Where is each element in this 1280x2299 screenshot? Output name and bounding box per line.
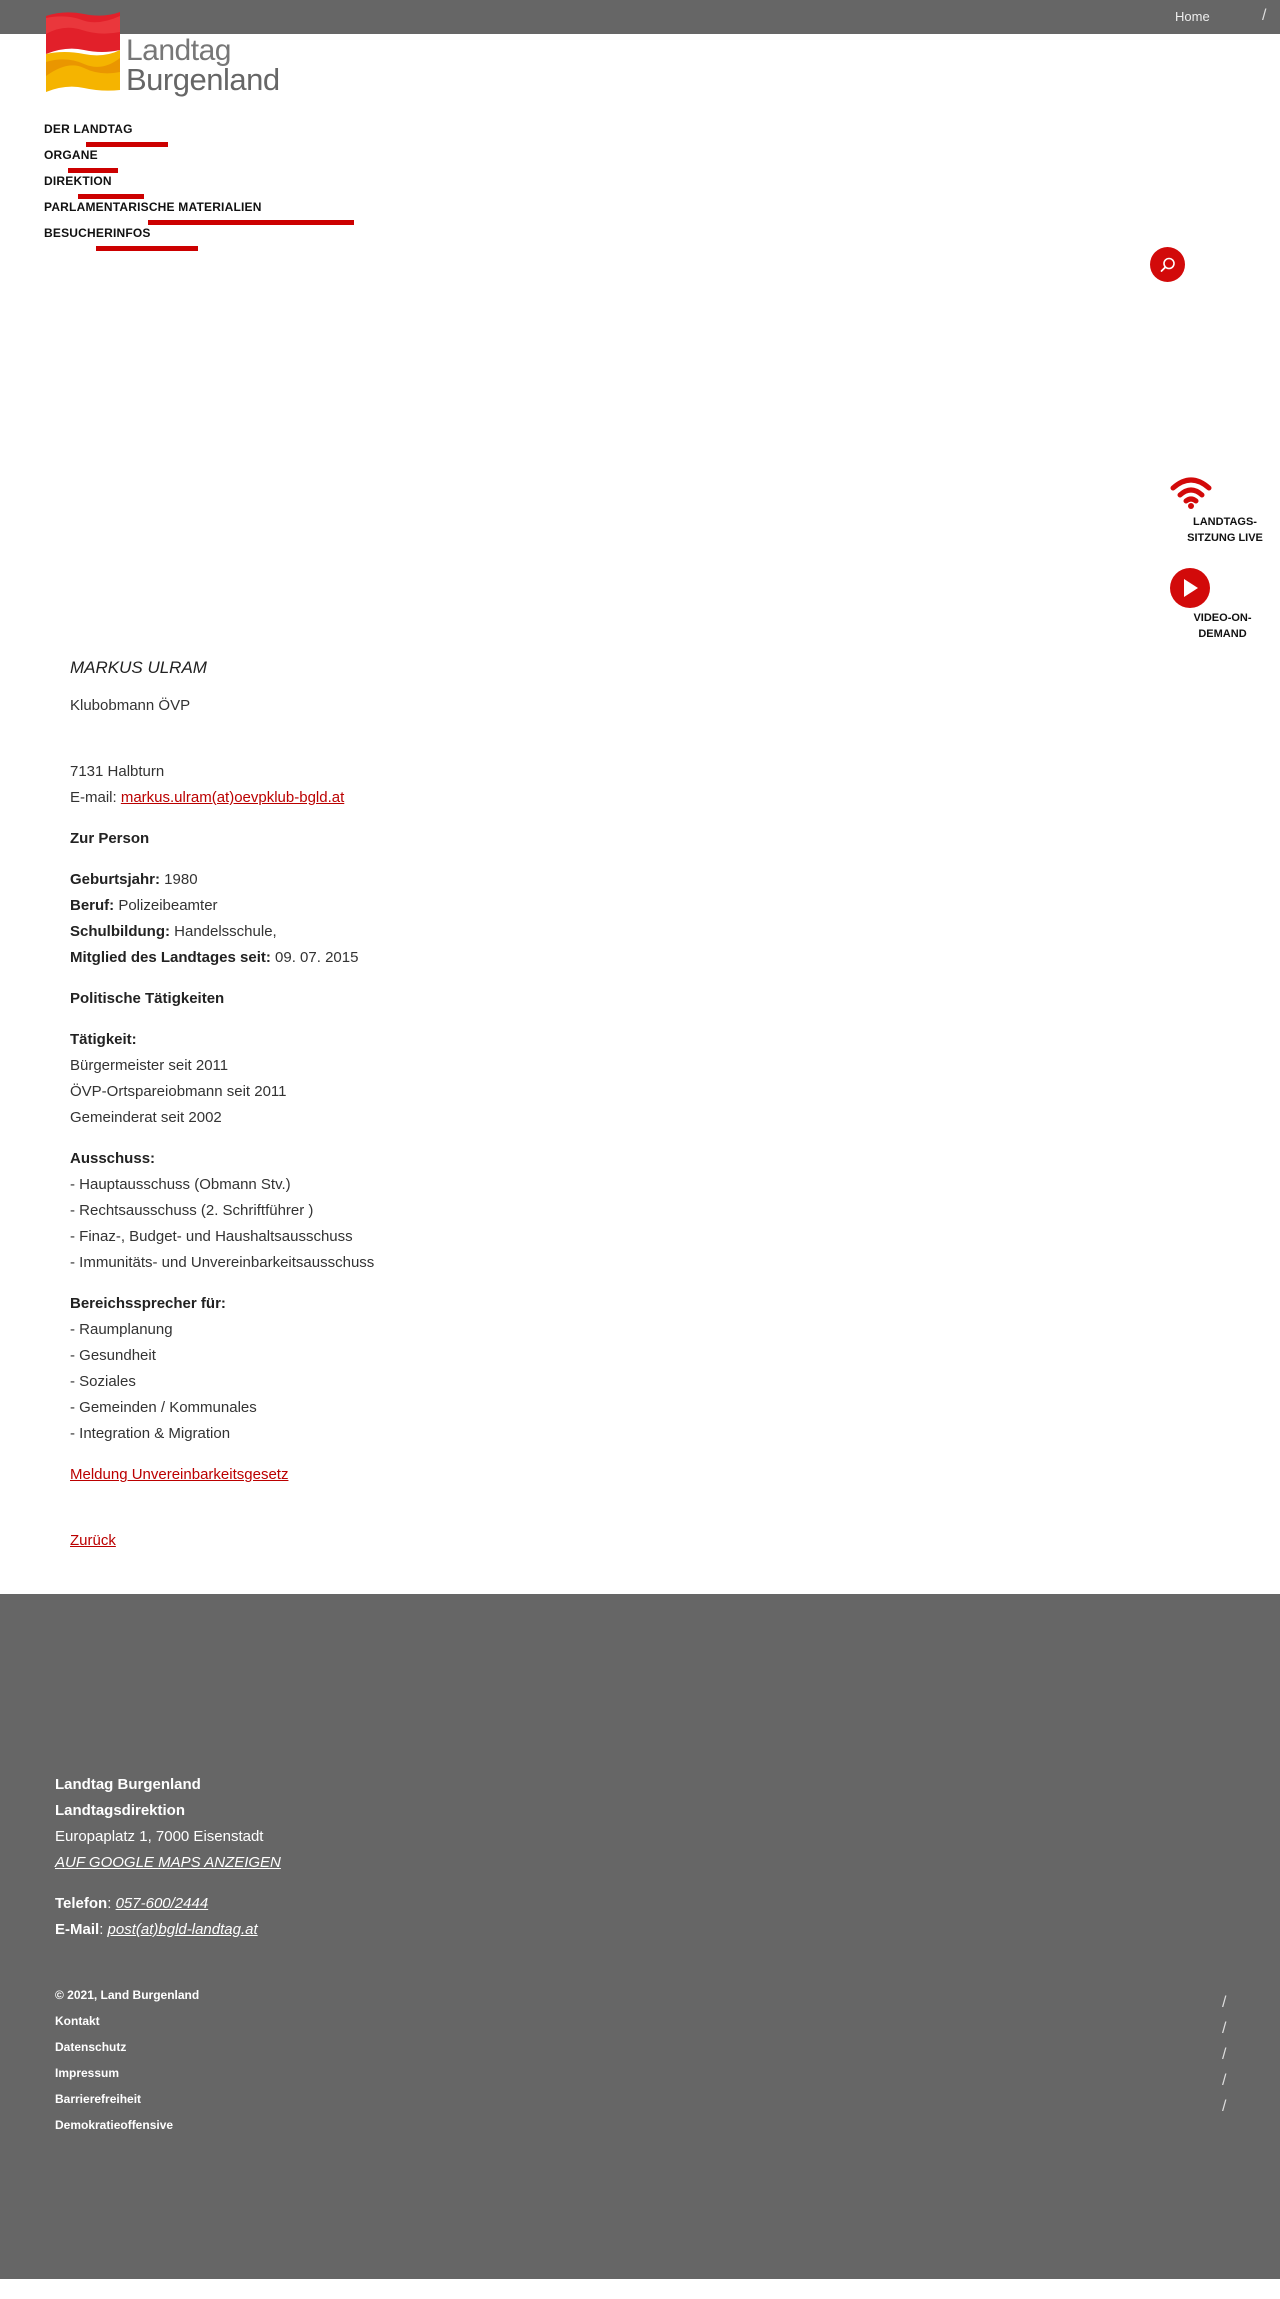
nav-label[interactable]: BESUCHERINFOS <box>44 226 151 240</box>
activity-label: Tätigkeit: <box>70 1031 137 1048</box>
section-politics-heading: Politische Tätigkeiten <box>70 990 225 1007</box>
speaker-label: Bereichssprecher für: <box>70 1295 226 1312</box>
video-on-demand-link[interactable] <box>1170 568 1270 642</box>
nav-underline <box>96 246 198 251</box>
search-button[interactable] <box>1150 247 1185 282</box>
committee-item: - Rechtsausschuss (2. Schriftführer ) <box>70 1202 314 1219</box>
committee-item: - Finaz-, Budget- und Haushaltsausschuss <box>70 1228 353 1245</box>
footer-separators <box>1222 1990 1226 2120</box>
email-link[interactable]: markus.ulram(at)oevpklub-bgld.at <box>120 789 345 806</box>
email-row <box>70 785 770 811</box>
mail-label: E-Mail <box>55 1921 100 1938</box>
school-row <box>70 919 770 945</box>
copyright: © 2021, Land Burgenland <box>55 1988 200 2002</box>
vod-label-line2: DEMAND <box>1198 628 1247 640</box>
job-value: Polizeibeamter <box>114 897 218 914</box>
committee-item: - Hauptausschuss (Obmann Stv.) <box>70 1176 291 1193</box>
home-link[interactable]: Home <box>1175 9 1210 24</box>
birth-row <box>70 867 770 893</box>
speaker-item: - Raumplanung <box>70 1321 173 1338</box>
speaker-item: - Soziales <box>70 1373 136 1390</box>
footer-link-barrierefreiheit[interactable]: Barrierefreiheit <box>55 2092 142 2106</box>
vod-label-line1: VIDEO-ON- <box>1193 612 1252 624</box>
nav-item-organe[interactable] <box>44 146 262 172</box>
section-person-heading: Zur Person <box>70 830 150 847</box>
logo-line1: Landtag <box>126 34 231 67</box>
phone-label: Telefon <box>55 1895 108 1912</box>
nav-item-parlamentarische-materialien[interactable] <box>44 198 262 224</box>
speaker-item: - Gesundheit <box>70 1347 156 1364</box>
footer-links <box>55 1982 199 2138</box>
mail-link[interactable]: post(at)bgld-landtag.at <box>107 1921 258 1938</box>
activity-item: ÖVP-Ortspareiobmann seit 2011 <box>70 1083 287 1100</box>
email-label: E-mail: <box>70 789 121 806</box>
school-label: Schulbildung: <box>70 923 170 940</box>
wifi-icon <box>1169 476 1213 510</box>
speaker-item: - Integration & Migration <box>70 1425 231 1442</box>
speaker-item: - Gemeinden / Kommunales <box>70 1399 257 1416</box>
nav-label[interactable]: PARLAMENTARISCHE MATERIALIEN <box>44 200 262 214</box>
footer-street: Europaplatz 1, 7000 Eisenstadt <box>55 1828 264 1845</box>
footer-link-impressum[interactable]: Impressum <box>55 2066 120 2080</box>
footer-link-kontakt[interactable]: Kontakt <box>55 2014 100 2028</box>
back-link[interactable]: Zurück <box>70 1532 116 1549</box>
nav-item-direktion[interactable] <box>44 172 262 198</box>
activity-item: Bürgermeister seit 2011 <box>70 1057 229 1074</box>
site-logo[interactable] <box>44 10 284 100</box>
live-label <box>1185 514 1265 546</box>
page-title: MARKUS ULRAM <box>70 658 207 677</box>
committee-label: Ausschuss: <box>70 1150 156 1167</box>
incompatibility-report-link[interactable]: Meldung Unvereinbarkeitsgesetz <box>70 1466 289 1483</box>
address: 7131 Halbturn <box>70 763 165 780</box>
footer-separator: / <box>1222 2046 1227 2063</box>
nav-label[interactable]: ORGANE <box>44 148 98 162</box>
footer-link-demokratieoffensive[interactable]: Demokratieoffensive <box>55 2118 174 2132</box>
site-footer <box>0 1594 1280 2279</box>
play-icon <box>1170 568 1210 608</box>
footer-separator: / <box>1222 1994 1227 2011</box>
job-row <box>70 893 770 919</box>
nav-item-der-landtag[interactable] <box>44 120 262 146</box>
search-icon <box>1159 256 1177 274</box>
job-label: Beruf: <box>70 897 115 914</box>
footer-separator: / <box>1222 2098 1227 2115</box>
nav-label[interactable]: DIREKTION <box>44 174 112 188</box>
committee-item: - Immunitäts- und Unvereinbarkeitsausschuss <box>70 1254 375 1271</box>
footer-address: Landtag Burgenland Landtagsdirektion Europaplatz 1, 7000 Eisenstadt AUF GOOGLE MAPS ANZEIGEN Telefon: 057-600/2444 E-Mail: post(at)bgld-landtag.at <box>55 1776 281 1938</box>
nav-item-besucherinfos[interactable] <box>44 224 262 250</box>
main-navigation <box>44 120 262 250</box>
role: Klubobmann ÖVP <box>70 697 191 714</box>
landtagssitzung-live-link[interactable] <box>1165 476 1265 546</box>
nav-label[interactable]: DER LANDTAG <box>44 122 133 136</box>
footer-separator: / <box>1222 2072 1227 2089</box>
flag-icon <box>44 10 122 92</box>
live-label-line2: SITZUNG LIVE <box>1187 532 1263 544</box>
live-label-line1: LANDTAGS- <box>1193 516 1257 528</box>
vod-label <box>1190 610 1255 642</box>
member-label: Mitglied des Landtages seit: <box>70 949 271 966</box>
footer-org1: Landtag Burgenland <box>55 1776 201 1793</box>
birth-value: 1980 <box>160 871 198 888</box>
member-value: 09. 07. 2015 <box>270 949 359 966</box>
footer-org2: Landtagsdirektion <box>55 1802 186 1819</box>
topbar-separator: / <box>1262 7 1267 24</box>
footer-separator: / <box>1222 2020 1227 2037</box>
member-row <box>70 945 770 971</box>
logo-line2: Burgenland <box>126 62 280 97</box>
footer-link-datenschutz[interactable]: Datenschutz <box>55 2040 127 2054</box>
school-value: Handelsschule, <box>169 923 277 940</box>
activity-item: Gemeinderat seit 2002 <box>70 1109 222 1126</box>
google-maps-link[interactable]: AUF GOOGLE MAPS ANZEIGEN <box>55 1854 281 1871</box>
profile-content <box>70 655 770 1554</box>
birth-label: Geburtsjahr: <box>70 871 161 888</box>
phone-link[interactable]: 057-600/2444 <box>115 1895 209 1912</box>
